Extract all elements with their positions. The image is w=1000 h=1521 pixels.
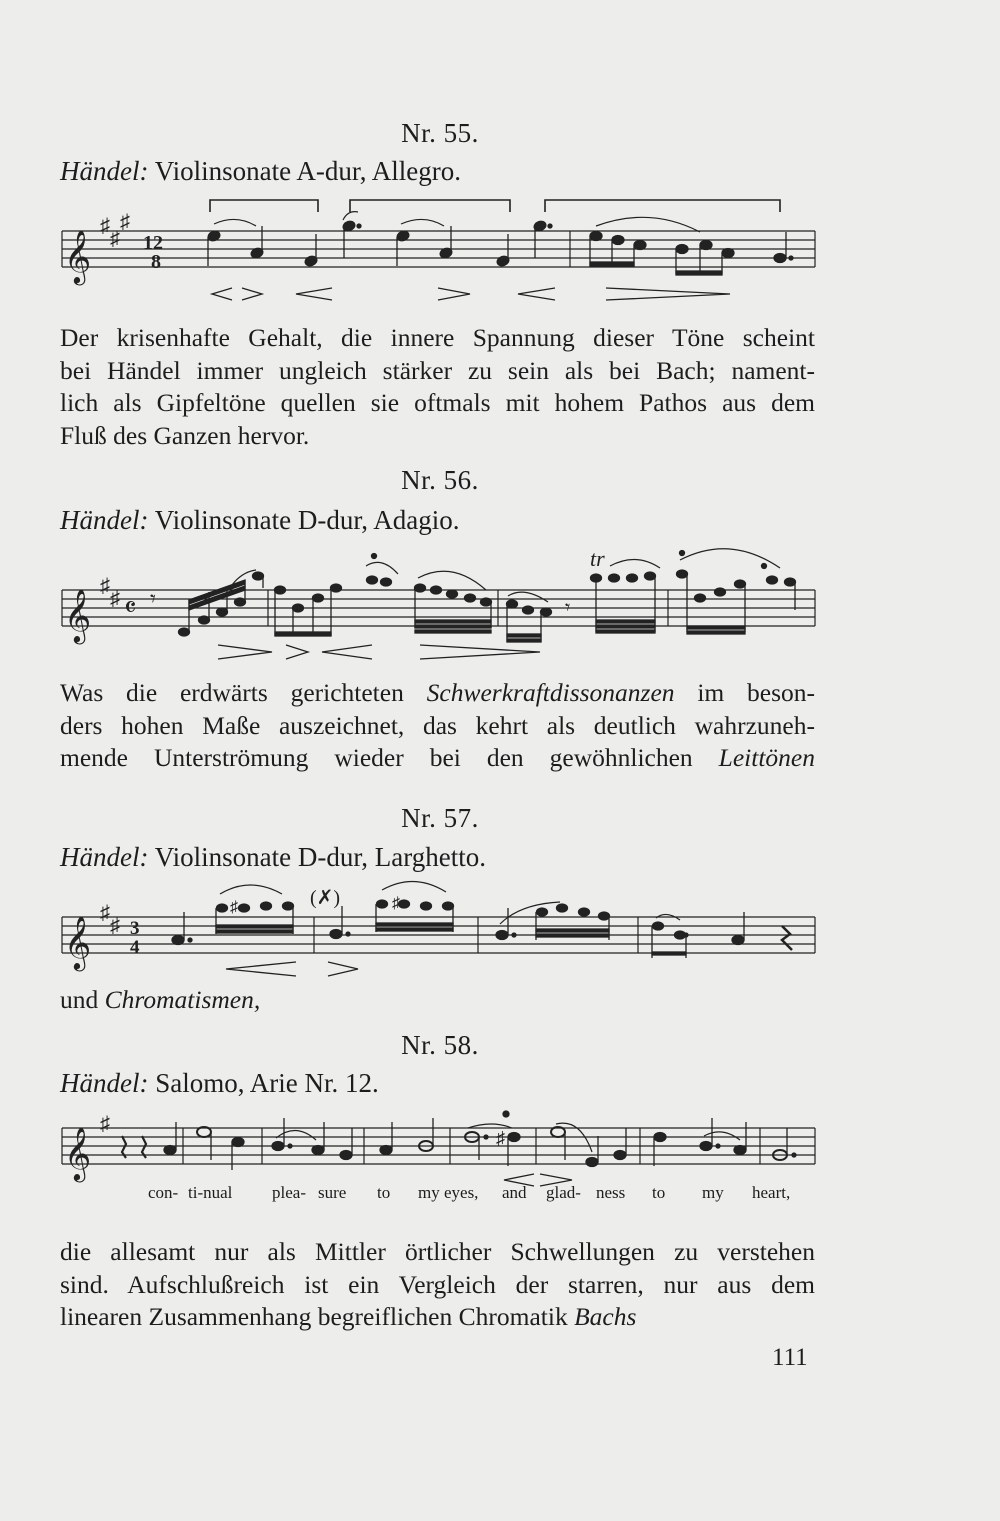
example-56-composer: Händel:: [60, 505, 149, 535]
staff-nr55: [62, 200, 815, 300]
svg-text:♯: ♯: [496, 1128, 505, 1148]
svg-text:♯: ♯: [100, 575, 110, 597]
text-run: linearen Zusammenhang begreiflichen Chromatik: [60, 1302, 568, 1331]
lyric-syllable: plea-: [272, 1183, 306, 1202]
emphasis: Chromatismen,: [104, 985, 261, 1014]
lyric-syllable: my eyes,: [418, 1183, 479, 1202]
paragraph-1-line: lich als Gipfeltöne quellen sie oftmals mit hohem Pathos aus dem: [60, 388, 815, 417]
emphasis: Bachs: [574, 1302, 637, 1331]
paragraph-4-line: sind. Aufschlußreich ist ein Vergleich der starren, nur aus dem: [60, 1269, 815, 1299]
paragraph-1: [60, 322, 815, 452]
svg-text:♯: ♯: [110, 915, 120, 937]
example-56-caption: [60, 505, 460, 536]
example-57-time-num: 3: [130, 918, 140, 939]
trill-ornament: tr: [590, 546, 605, 571]
lyric-syllable: ness: [596, 1183, 626, 1202]
example-57-time-den: 4: [130, 937, 140, 958]
example-58-composer: Händel:: [60, 1068, 149, 1098]
paragraph-2-line: ders hohen Maße auszeichnet, das kehrt als deutlich wahrzuneh-: [60, 710, 815, 740]
svg-text:♯: ♯: [100, 215, 110, 237]
example-57-number: Nr. 57.: [401, 803, 479, 833]
staff-nr56: [62, 546, 815, 659]
svg-text:♯: ♯: [120, 211, 130, 233]
paragraph-2: [60, 677, 815, 775]
svg-text:♯: ♯: [110, 228, 120, 250]
staff-nr58: [62, 1111, 815, 1186]
paragraph-3: [60, 984, 815, 1017]
emphasis: Schwerkraftdissonanzen: [426, 678, 675, 707]
lyric-syllable: my: [702, 1183, 724, 1202]
example-57-title: Violinsonate D-dur, Larghetto.: [154, 842, 486, 872]
treble-clef-icon: 𝄞: [64, 917, 92, 968]
svg-text:♯: ♯: [100, 1113, 110, 1135]
paragraph-4: [60, 1236, 815, 1334]
lyric-syllable: glad-: [546, 1183, 581, 1202]
example-56-number: Nr. 56.: [401, 465, 479, 495]
paragraph-4-line: [60, 1301, 815, 1334]
example-58-title: Salomo, Arie Nr. 12.: [155, 1068, 379, 1098]
example-58-number: Nr. 58.: [401, 1030, 479, 1060]
paragraph-2-line: [60, 677, 815, 710]
example-57-composer: Händel:: [60, 842, 149, 872]
example-55-title: Violinsonate A-dur, Allegro.: [154, 156, 462, 186]
svg-text:𝄾: 𝄾: [150, 586, 156, 611]
staff-nr57: [62, 881, 815, 976]
svg-text:♯: ♯: [110, 588, 120, 610]
treble-clef-icon: 𝄞: [64, 590, 92, 641]
page-number: 111: [772, 1344, 808, 1371]
paragraph-1-line: Fluß des Ganzen hervor.: [60, 420, 310, 450]
svg-text:♯: ♯: [100, 902, 110, 924]
text-run: mende Unterströmung wieder bei den gewöhnlichen: [60, 743, 693, 772]
emphasis: Leittönen: [718, 743, 815, 772]
paragraph-4-line: die allesamt nur als Mittler örtlicher Schwellungen zu verstehen: [60, 1237, 815, 1266]
example-56-time-sig: 𝄴: [124, 593, 137, 624]
example-58-caption: [60, 1068, 379, 1099]
example-57-annotation: (✗): [310, 887, 341, 909]
lyric-syllable: to: [652, 1183, 666, 1202]
paragraph-1-line: bei Händel immer ungleich stärker zu sein als bei Bach; nament-: [60, 355, 815, 385]
lyric-syllable: con-: [148, 1183, 179, 1202]
text-run: Was die erdwärts gerichteten: [60, 678, 404, 707]
lyric-syllable: sure: [318, 1183, 347, 1202]
example-55-number: Nr. 55.: [401, 118, 479, 148]
paragraph-2-line: [60, 742, 815, 775]
example-56-title: Violinsonate D-dur, Adagio.: [154, 505, 460, 535]
treble-clef-icon: 𝄞: [64, 231, 92, 282]
treble-clef-icon: 𝄞: [64, 1128, 92, 1179]
text-run: und: [60, 985, 99, 1014]
lyric-syllable: to: [377, 1183, 391, 1202]
svg-text:♯: ♯: [230, 899, 238, 916]
lyric-syllable: heart,: [752, 1183, 791, 1202]
example-57-caption: [60, 842, 486, 873]
example-55-time-num: 12: [143, 232, 163, 254]
svg-text:♯: ♯: [392, 895, 400, 912]
text-run: im beson-: [697, 678, 816, 707]
svg-text:𝄾: 𝄾: [565, 597, 571, 619]
paragraph-1-line: Der krisenhafte Gehalt, die innere Spannung dieser Töne scheint: [60, 323, 815, 352]
example-55-time-den: 8: [151, 251, 161, 273]
lyric-syllable: and: [502, 1183, 527, 1202]
example-55-composer: Händel:: [60, 156, 149, 186]
lyric-syllable: ti-nual: [188, 1183, 233, 1202]
